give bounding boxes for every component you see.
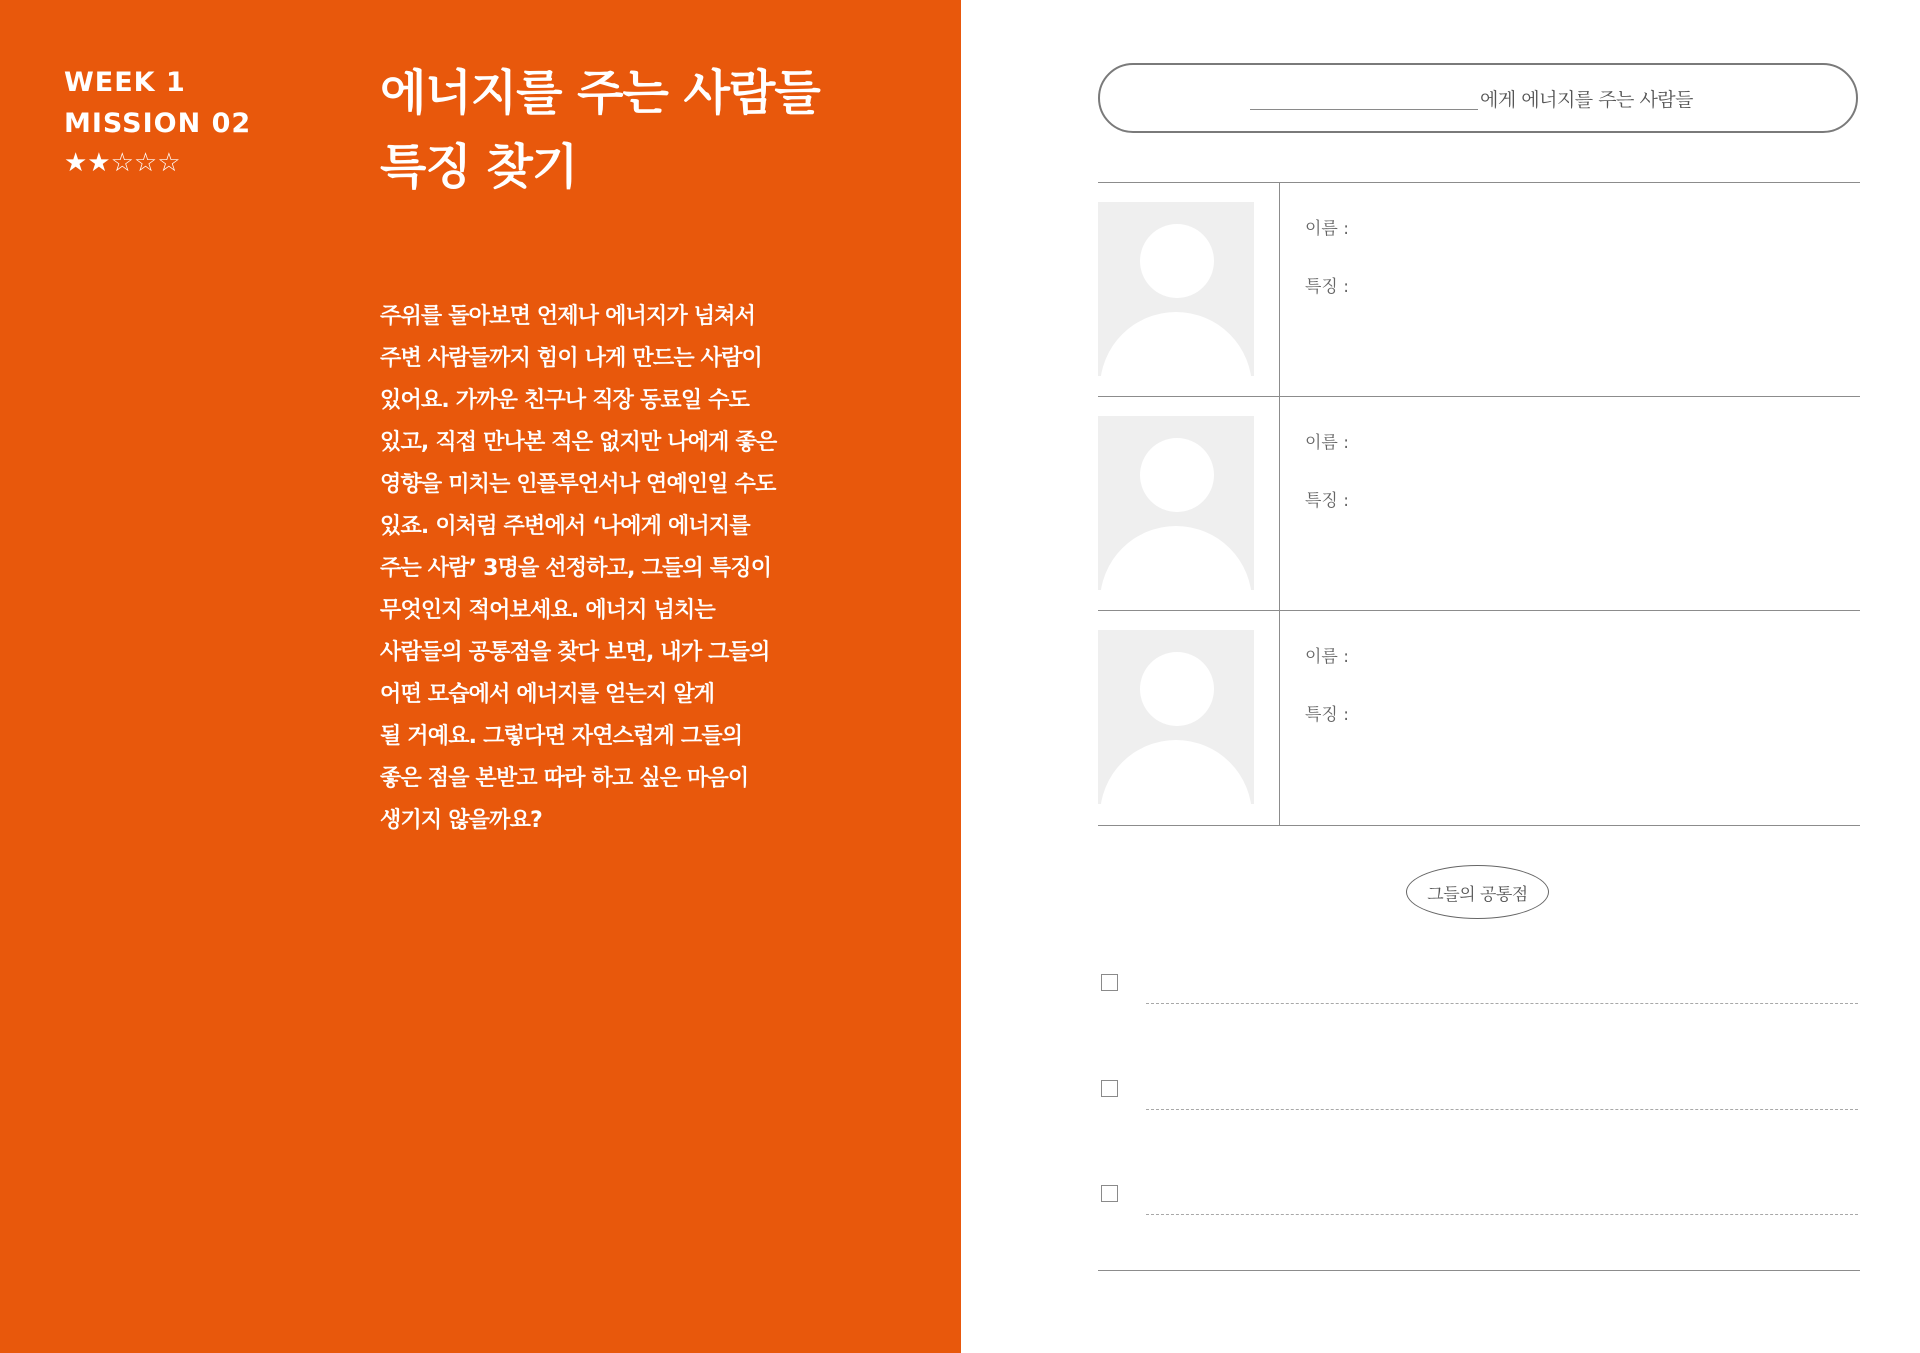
description-line: 사람들의 공통점을 찾다 보면, 내가 그들의 <box>380 640 770 665</box>
description-line: 될 거예요. 그렇다면 자연스럽게 그들의 <box>380 724 743 749</box>
avatar-body <box>1100 312 1252 376</box>
write-line[interactable] <box>1146 1003 1858 1004</box>
title-line-2: 특징 찾기 <box>380 139 578 195</box>
trait-label: 특징 : <box>1305 491 1349 511</box>
avatar-head <box>1140 652 1214 726</box>
write-line[interactable] <box>1146 1214 1858 1215</box>
person-row <box>1098 610 1860 824</box>
checklist-item <box>1101 1080 1861 1120</box>
trait-label: 특징 : <box>1305 277 1349 297</box>
checkbox[interactable] <box>1101 974 1118 991</box>
checklist-item <box>1101 1185 1861 1225</box>
description-line: 있고, 직접 만나본 적은 없지만 나에게 좋은 <box>380 430 777 455</box>
description-line: 있어요. 가까운 친구나 직장 동료일 수도 <box>380 388 750 413</box>
trait-label: 특징 : <box>1305 705 1349 725</box>
avatar-body <box>1100 740 1252 804</box>
write-line[interactable] <box>1146 1109 1858 1110</box>
name-blank-field[interactable] <box>1250 109 1478 110</box>
description-line: 주는 사람’ 3명을 선정하고, 그들의 특징이 <box>380 556 772 581</box>
week-mission-label <box>64 62 251 144</box>
avatar-placeholder-icon <box>1098 202 1254 376</box>
table-bottom-border <box>1098 825 1860 826</box>
checklist-item <box>1101 974 1861 1014</box>
worksheet-bottom-border <box>1098 1270 1860 1271</box>
checkbox[interactable] <box>1101 1185 1118 1202</box>
description-line: 생기지 않을까요? <box>380 808 542 833</box>
avatar-body <box>1100 526 1252 590</box>
difficulty-stars: ★★☆☆☆ <box>64 148 181 178</box>
avatar-placeholder-icon <box>1098 630 1254 804</box>
avatar-head <box>1140 224 1214 298</box>
common-traits-label: 그들의 공통점 <box>1406 865 1549 919</box>
description-line: 영향을 미치는 인플루언서나 연예인일 수도 <box>380 472 776 497</box>
description-line: 무엇인지 적어보세요. 에너지 넘치는 <box>380 598 715 623</box>
avatar-placeholder-icon <box>1098 416 1254 590</box>
worksheet-header <box>1098 63 1858 133</box>
mission-number: MISSION 02 <box>64 108 252 139</box>
name-label: 이름 : <box>1305 219 1349 239</box>
page-title <box>380 56 900 204</box>
person-row <box>1098 396 1860 610</box>
description-line: 있죠. 이처럼 주변에서 ‘나에게 에너지를 <box>380 514 750 539</box>
description-line: 어떤 모습에서 에너지를 얻는지 알게 <box>380 682 715 707</box>
title-line-1: 에너지를 주는 사람들 <box>380 65 820 121</box>
name-label: 이름 : <box>1305 433 1349 453</box>
avatar-head <box>1140 438 1214 512</box>
name-label: 이름 : <box>1305 647 1349 667</box>
checkbox[interactable] <box>1101 1080 1118 1097</box>
person-row <box>1098 182 1860 396</box>
mission-description <box>380 296 850 842</box>
week-number: WEEK 1 <box>64 67 186 98</box>
description-line: 좋은 점을 본받고 따라 하고 싶은 마음이 <box>380 766 749 791</box>
description-line: 주위를 돌아보면 언제나 에너지가 넘쳐서 <box>380 304 756 329</box>
description-line: 주변 사람들까지 힘이 나게 만드는 사람이 <box>380 346 762 371</box>
worksheet-header-text: 에게 에너지를 주는 사람들 <box>1480 89 1694 111</box>
